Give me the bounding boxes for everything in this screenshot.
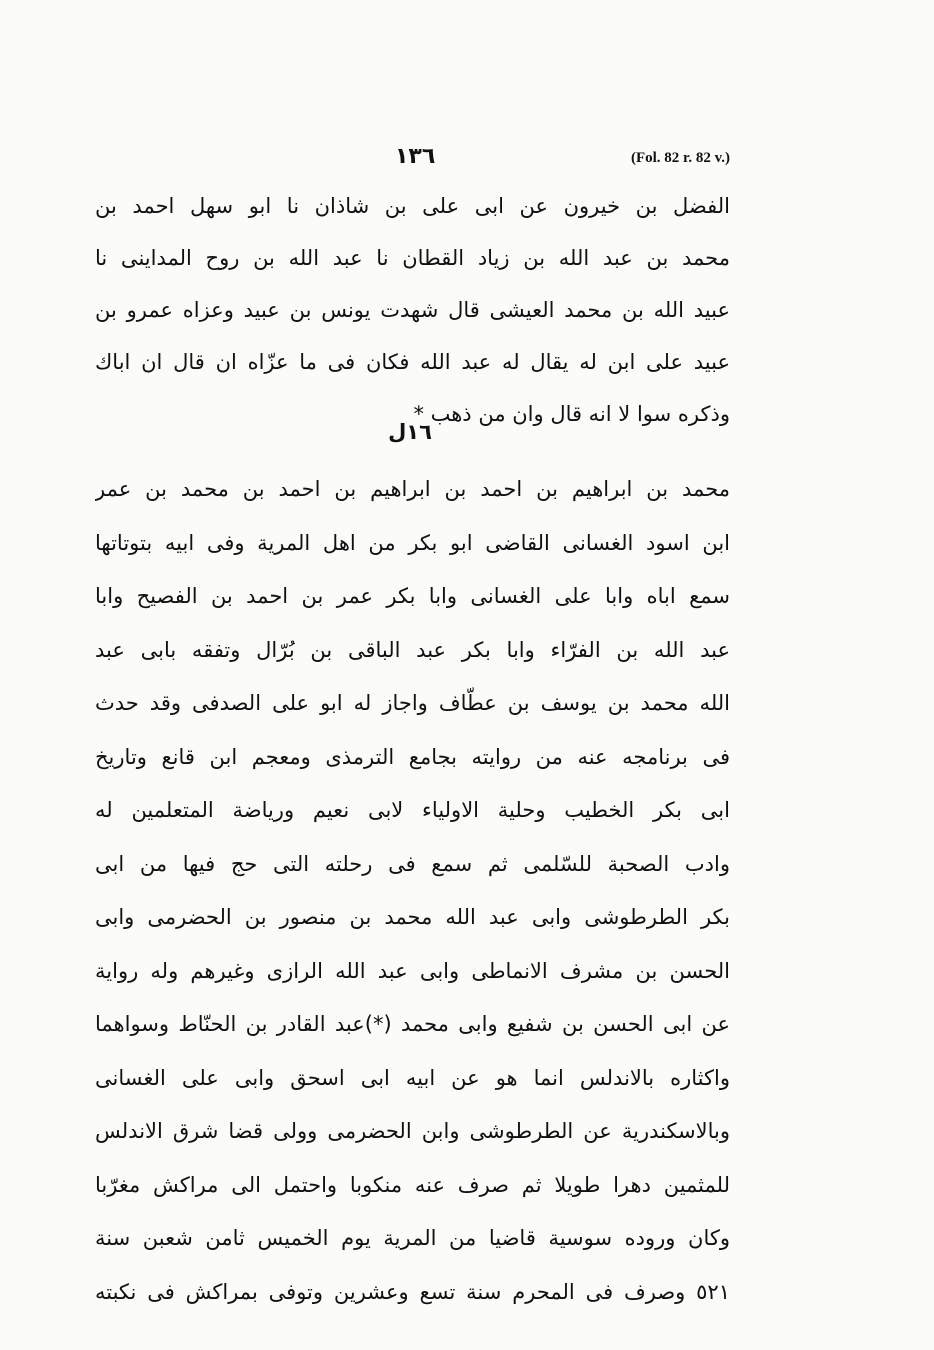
text-line: محمد بن عبد الله بن زياد القطان نا عبد الله بن روح المداينى نا [95, 246, 730, 270]
folio-reference: (Fol. 82 r. 82 v.) [630, 150, 730, 166]
text-line: وبالاسكندرية عن الطرطوشى وابن الحضرمى وولى قضا شرق الاندلس [95, 1119, 730, 1143]
text-line: واكثاره بالاندلس انما هو عن ابيه ابى اسحق وابى على الغسانى [95, 1065, 730, 1090]
text-line: وادب الصحبة للسّلمى ثم سمع فى رحلته التى حج فيها من ابى [95, 851, 730, 876]
text-line: عبيد على ابن له يقال له عبد الله فكان فى ما عزّاه ان قال ان اباك [95, 350, 730, 374]
page-number: ١٣٦ [395, 144, 436, 169]
text-line: الله محمد بن يوسف بن عطّاف واجاز له ابو على الصدفى وقد حدث [95, 691, 730, 715]
text-line: عبد الله بن الفرّاء وابا بكر عبد الباقى بن بُرّال وتفقه بابى عبد [95, 637, 730, 662]
text-line: للمثمين دهرا طويلا ثم صرف عنه منكوبا واحتمل الى مراكش مغرّبا [95, 1172, 730, 1197]
paragraph-1 [95, 180, 730, 440]
paragraph-2 [95, 463, 730, 1319]
text-line: فى برنامجه عنه من روايته بجامع الترمذى ومعجم ابن قانع وتاريخ [95, 744, 730, 769]
text-line: عبيد الله بن محمد العيشى قال شهدت يونس بن عبيد وعزاه عمرو بن [95, 298, 730, 322]
text-line: وذكره سوا لا انه قال وان من ذهب * [413, 402, 730, 426]
text-line: ابى بكر الخطيب وحلية الاولياء لابى نعيم ورياضة المتعلمين له [95, 798, 730, 822]
text-line: ابن اسود الغسانى القاضى ابو بكر من اهل المرية وفى ابيه بتوتاتها [95, 530, 730, 555]
page-header [90, 144, 730, 174]
text-line: الحسن بن مشرف الانماطى وابى عبد الله الرازى وغيرهم وله رواية [95, 958, 730, 983]
text-line: وكان وروده سوسية قاضيا من المرية يوم الخميس ثامن شعبن سنة [95, 1226, 730, 1250]
text-line: عن ابى الحسن بن شفيع وابى محمد (*)عبد القادر بن الحنّاط وسواهما [95, 1012, 730, 1036]
text-line: الفضل بن خيرون عن ابى على بن شاذان نا ابو سهل احمد بن [95, 194, 730, 218]
text-line: محمد بن ابراهيم بن احمد بن ابراهيم بن احمد بن محمد بن عمر [95, 477, 730, 501]
text-line: ٥٢١ وصرف فى المحرم سنة تسع وعشرين وتوفى بمراكش فى نكبته [95, 1279, 730, 1304]
text-line: سمع اباه وابا على الغسانى وابا بكر عمر بن احمد بن الفصيح وابا [95, 584, 730, 608]
text-line: بكر الطرطوشى وابى عبد الله محمد بن منصور بن الحضرمى وابى [95, 905, 730, 929]
entry-number: ١٦ل [388, 420, 432, 444]
